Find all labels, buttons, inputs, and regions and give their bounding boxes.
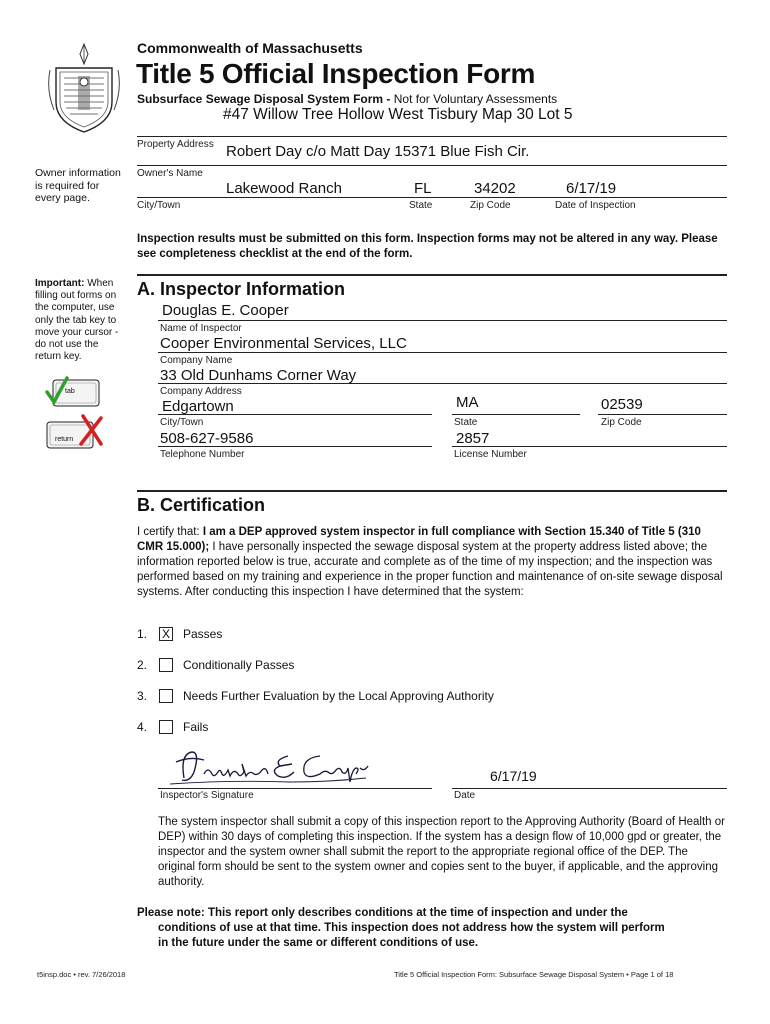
option-number: 3.: [137, 689, 148, 703]
license-label: License Number: [454, 449, 527, 460]
divider: [158, 788, 432, 789]
section-divider: [137, 274, 727, 276]
divider: [137, 197, 727, 198]
please-note: [137, 906, 727, 951]
owner-city-field[interactable]: Lakewood Ranch: [226, 180, 342, 197]
divider: [158, 446, 432, 447]
inspector-city-label: City/Town: [160, 417, 204, 428]
agency-name: Commonwealth of Massachusetts: [137, 40, 363, 56]
option-number: 1.: [137, 627, 148, 641]
inspector-zip-field[interactable]: 02539: [601, 396, 643, 413]
divider: [137, 165, 727, 166]
owner-zip-field[interactable]: 34202: [474, 180, 516, 197]
inspector-city-field[interactable]: Edgartown: [162, 398, 234, 415]
inspector-zip-label: Zip Code: [601, 417, 642, 428]
telephone-label: Telephone Number: [160, 449, 245, 460]
divider: [452, 446, 727, 447]
owners-name-label: Owner's Name: [137, 168, 203, 179]
divider: [158, 414, 432, 415]
inspector-name-label: Name of Inspector: [160, 323, 242, 334]
conditionally-passes-checkbox[interactable]: [159, 658, 173, 672]
inspector-state-label: State: [454, 417, 478, 428]
divider: [158, 320, 727, 321]
company-name-field[interactable]: Cooper Environmental Services, LLC: [160, 335, 407, 352]
cert-rest: I have personally inspected the sewage disposal system at the property address listed above; the information reported below is true, accurate and complete as of the time of my inspection; and the inspection was performed based on my training and experience in the proper function and maintenance of on-site sewage disposal systems. After conducting this inspection I have determined that the system:: [137, 541, 723, 598]
important-text: When filling out forms on the computer, use only the tab key to move your cursor - do not use the return key.: [35, 278, 119, 363]
divider: [158, 352, 727, 353]
return-key-label: return: [55, 436, 74, 443]
tab-key-label: tab: [65, 388, 75, 395]
footer-right: Title 5 Official Inspection Form: Subsurface Sewage Disposal System • Page 1 of 18: [394, 970, 674, 979]
signature-date-label: Date: [454, 790, 476, 801]
massachusetts-seal-icon: [48, 40, 120, 138]
footer-left: t5insp.doc • rev. 7/26/2018: [37, 970, 126, 979]
option-number: 2.: [137, 658, 148, 672]
property-header: #47 Willow Tree Hollow West Tisbury Map 30 Lot 5: [223, 106, 573, 123]
option-label: Conditionally Passes: [183, 658, 295, 672]
company-name-label: Company Name: [160, 355, 233, 366]
passes-checkbox[interactable]: X: [159, 627, 173, 641]
option-label: Needs Further Evaluation by the Local Approving Authority: [183, 689, 494, 703]
certification-text: [137, 525, 727, 600]
section-b-title: B. Certification: [137, 495, 266, 515]
option-conditionally-passes[interactable]: [137, 658, 294, 672]
option-fails[interactable]: [137, 720, 208, 734]
option-label: Fails: [183, 720, 209, 734]
owner-address-field[interactable]: Robert Day c/o Matt Day 15371 Blue Fish Cir.: [226, 143, 530, 160]
property-address-label: Property Address: [137, 139, 214, 150]
option-needs-evaluation[interactable]: [137, 689, 494, 703]
signature-label: Inspector's Signature: [160, 790, 254, 801]
option-passes[interactable]: [137, 627, 222, 641]
owner-zip-label: Zip Code: [470, 200, 511, 211]
cert-bold: I am a DEP approved system inspector in full compliance with Section 15.340 of Title 5 (310 CMR 15.000);: [137, 526, 701, 553]
form-title: Title 5 Official Inspection Form: [136, 58, 536, 89]
important-note: [35, 278, 127, 363]
owner-state-field[interactable]: FL: [414, 180, 432, 197]
fails-checkbox[interactable]: [159, 720, 173, 734]
cert-intro: I certify that:: [137, 526, 203, 538]
license-field[interactable]: 2857: [456, 430, 490, 447]
section-divider: [137, 490, 727, 492]
inspection-date-label: Date of Inspection: [555, 200, 636, 211]
owner-state-label: State: [409, 200, 433, 211]
company-address-field[interactable]: 33 Old Dunhams Corner Way: [160, 367, 357, 384]
please-note-line1: Please note: This report only describes conditions at the time of inspection and under the: [137, 907, 628, 919]
important-bold: Important:: [35, 278, 85, 289]
section-a-title: A. Inspector Information: [137, 279, 346, 299]
return-key-icon: [45, 414, 107, 450]
subtitle-bold: Subsurface Sewage Disposal System Form -: [137, 92, 391, 106]
inspector-signature[interactable]: [170, 742, 370, 788]
instructions: Inspection results must be submitted on this form. Inspection forms may not be altered in any way. Please see completeness checklist at the end of the form.: [137, 233, 718, 260]
needs-evaluation-checkbox[interactable]: [159, 689, 173, 703]
subtitle-rest: Not for Voluntary Assessments: [390, 92, 558, 106]
tab-key-icon: [45, 376, 101, 410]
divider: [452, 788, 727, 789]
company-address-label: Company Address: [160, 386, 242, 397]
signature-date-field[interactable]: 6/17/19: [490, 768, 537, 784]
inspector-name-field[interactable]: Douglas E. Cooper: [162, 302, 289, 319]
please-note-line3: in the future under the same or different conditions of use.: [158, 937, 479, 949]
owner-city-label: City/Town: [137, 200, 181, 211]
please-note-line2: conditions of use at that time. This inspection does not address how the system will perform: [158, 922, 665, 934]
form-subtitle: [137, 92, 557, 106]
inspector-state-field[interactable]: MA: [456, 394, 479, 411]
owner-side-note: Owner information is required for every page.: [35, 167, 121, 204]
divider: [158, 383, 727, 384]
telephone-field[interactable]: 508-627-9586: [160, 430, 254, 447]
divider: [452, 414, 580, 415]
divider: [598, 414, 727, 415]
option-label: Passes: [183, 627, 223, 641]
submission-note: The system inspector shall submit a copy of this inspection report to the Approving Authority (Board of Health or DEP) within 30 days of completing this inspection. If the system has a design flow of 10,000 gpd or greater, the inspector and the system owner shall submit the report to the appropriate regional office of the DEP. The original form should be sent to the system owner and copies sent to the buyer, if applicable, and the approving authority.: [158, 816, 725, 888]
inspection-date-field[interactable]: 6/17/19: [566, 180, 617, 197]
divider: [137, 136, 727, 137]
option-number: 4.: [137, 720, 148, 734]
